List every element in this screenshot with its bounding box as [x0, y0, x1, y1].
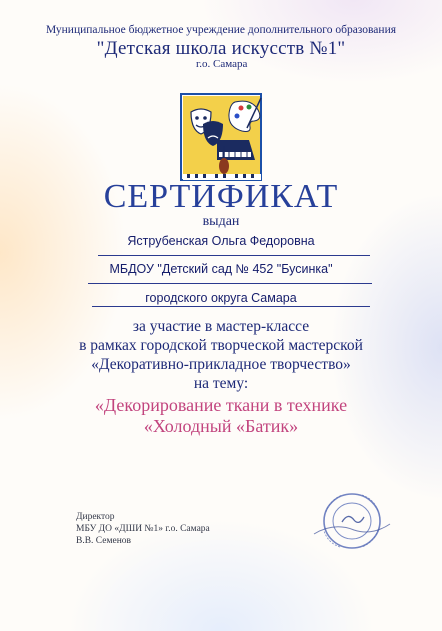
city-line: г.о. Самара — [196, 58, 248, 70]
organization-line: Муниципальное бюджетное учреждение дополнительного образования — [45, 24, 397, 36]
institution-name: МБДОУ "Детский сад № 452 "Бусинка" — [109, 262, 333, 276]
piano-icon — [217, 140, 255, 160]
recipient-underline — [98, 255, 370, 256]
district-name: городского округа Самара — [145, 291, 297, 305]
signatory-role: Директор — [76, 512, 115, 522]
institution-underline — [88, 283, 372, 284]
school-name: "Детская школа искусств №1" — [96, 38, 346, 59]
school-logo — [177, 90, 269, 188]
topic-line-1: «Декорирование ткани в технике — [94, 395, 348, 415]
signatory-name: В.В. Семенов — [76, 536, 132, 546]
recipient-name: Яструбенская Ольга Федоровна — [127, 234, 315, 248]
issued-label: выдан — [202, 214, 240, 229]
signatory-organization: МБУ ДО «ДШИ №1» г.о. Самара — [76, 524, 210, 534]
topic-line-2: «Холодный «Батик» — [143, 416, 299, 436]
district-underline — [92, 306, 370, 307]
certificate-title: СЕРТИФИКАТ — [103, 178, 339, 215]
stamp-seal — [312, 490, 392, 552]
topic-label: на тему: — [193, 375, 249, 392]
workshop-line: в рамках городской творческой мастерской — [79, 337, 363, 354]
workshop-name: «Декоративно-прикладное творчество» — [91, 356, 351, 373]
participation-line: за участие в мастер-классе — [132, 318, 310, 335]
